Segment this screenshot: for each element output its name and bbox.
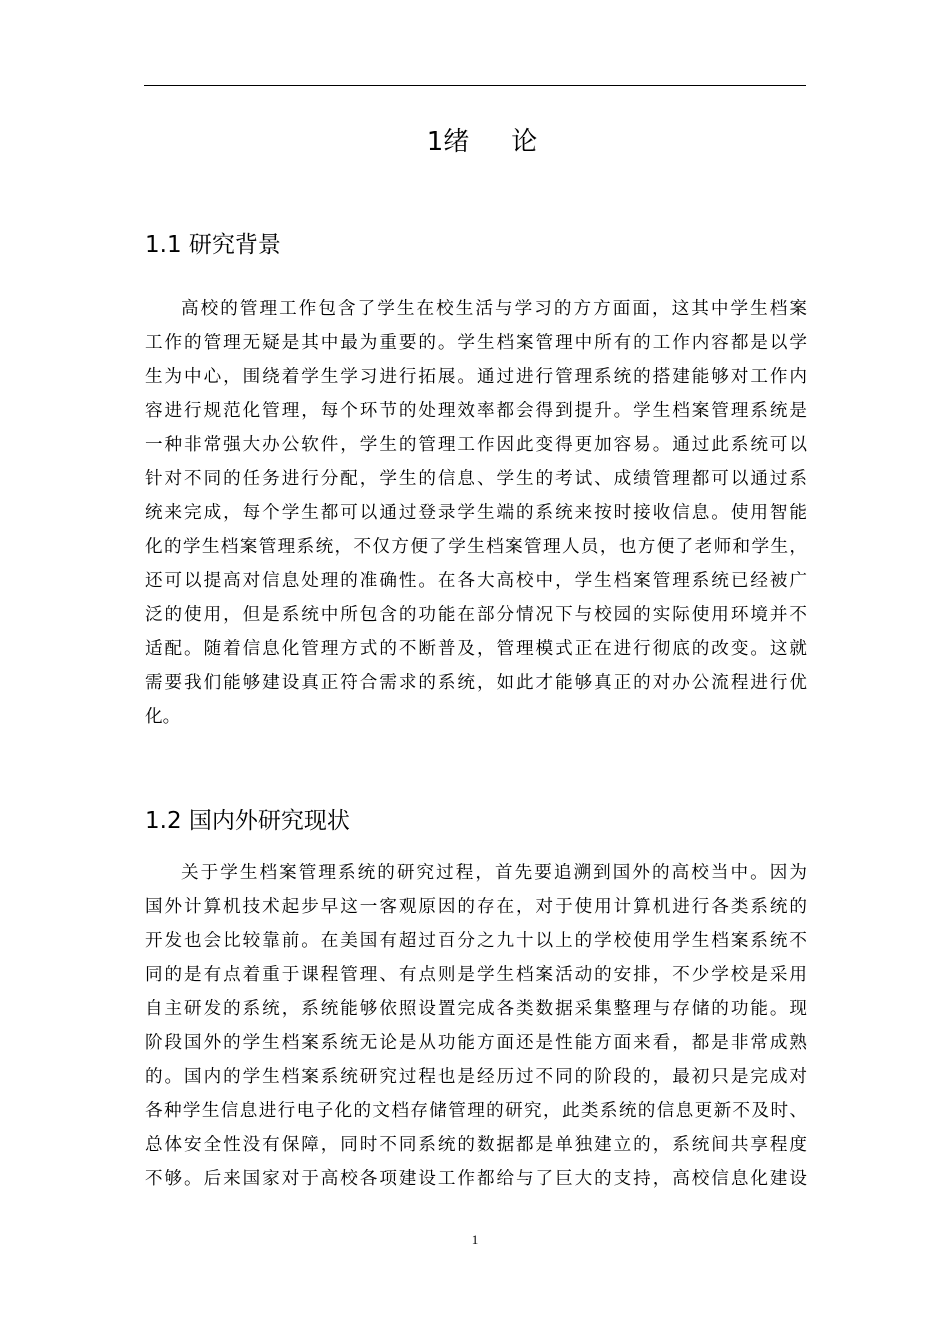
text-line: 高校的管理工作包含了学生在校生活与学习的方方面面，这其中学生档案 bbox=[181, 299, 807, 319]
text-line: 生为中心，围绕着学生学习进行拓展。通过进行管理系统的搭建能够对工作内 bbox=[145, 367, 807, 387]
text-line: 不够。后来国家对于高校各项建设工作都给与了巨大的支持，高校信息化建设 bbox=[145, 1169, 807, 1189]
text-line: 总体安全性没有保障，同时不同系统的数据都是单独建立的，系统间共享程度 bbox=[145, 1135, 807, 1155]
text-line: 国外计算机技术起步早这一客观原因的存在，对于使用计算机进行各类系统的 bbox=[145, 897, 807, 917]
text-line: 还可以提高对信息处理的准确性。在各大高校中，学生档案管理系统已经被广 bbox=[145, 571, 807, 591]
text-line: 同的是有点着重于课程管理、有点则是学生档案活动的安排，不少学校是采用 bbox=[145, 965, 807, 985]
text-line: 统来完成，每个学生都可以通过登录学生端的系统来按时接收信息。使用智能 bbox=[145, 503, 807, 523]
text-line: 化的学生档案管理系统，不仅方便了学生档案管理人员，也方便了老师和学生， bbox=[145, 537, 807, 557]
text-line: 化。 bbox=[145, 707, 181, 727]
text-line: 的。国内的学生档案系统研究过程也是经历过不同的阶段的，最初只是完成对 bbox=[145, 1067, 807, 1087]
section-heading-research-status: 1.2 国内外研究现状 bbox=[145, 808, 350, 834]
text-line: 一种非常强大办公软件，学生的管理工作因此变得更加容易。通过此系统可以 bbox=[145, 435, 807, 455]
text-line: 容进行规范化管理，每个环节的处理效率都会得到提升。学生档案管理系统是 bbox=[145, 401, 807, 421]
text-line: 泛的使用，但是系统中所包含的功能在部分情况下与校园的实际使用环境并不 bbox=[145, 605, 807, 625]
chapter-number: 1 bbox=[426, 127, 444, 157]
text-line: 需要我们能够建设真正符合需求的系统，如此才能够真正的对办公流程进行优 bbox=[145, 673, 807, 693]
section-paragraph-research-status bbox=[145, 856, 807, 1196]
text-line: 阶段国外的学生档案系统无论是从功能方面还是性能方面来看，都是非常成熟 bbox=[145, 1033, 807, 1053]
section-paragraph-research-background bbox=[145, 292, 807, 734]
chapter-title-part2: 论 bbox=[511, 127, 538, 157]
header-rule bbox=[144, 85, 806, 86]
text-line: 自主研发的系统，系统能够依照设置完成各类数据采集整理与存储的功能。现 bbox=[145, 999, 807, 1019]
text-line: 工作的管理无疑是其中最为重要的。学生档案管理中所有的工作内容都是以学 bbox=[145, 333, 807, 353]
text-line: 关于学生档案管理系统的研究过程，首先要追溯到国外的高校当中。因为 bbox=[181, 863, 807, 883]
page-number: 1 bbox=[471, 1232, 479, 1247]
chapter-title-part1: 绪 bbox=[443, 127, 470, 157]
section-heading-research-background: 1.1 研究背景 bbox=[145, 232, 281, 258]
text-line: 针对不同的任务进行分配，学生的信息、学生的考试、成绩管理都可以通过系 bbox=[145, 469, 807, 489]
text-line: 开发也会比较靠前。在美国有超过百分之九十以上的学校使用学生档案系统不 bbox=[145, 931, 807, 951]
text-line: 适配。随着信息化管理方式的不断普及，管理模式正在进行彻底的改变。这就 bbox=[145, 639, 807, 659]
chapter-title bbox=[0, 122, 950, 162]
text-line: 各种学生信息进行电子化的文档存储管理的研究，此类系统的信息更新不及时、 bbox=[145, 1101, 807, 1121]
